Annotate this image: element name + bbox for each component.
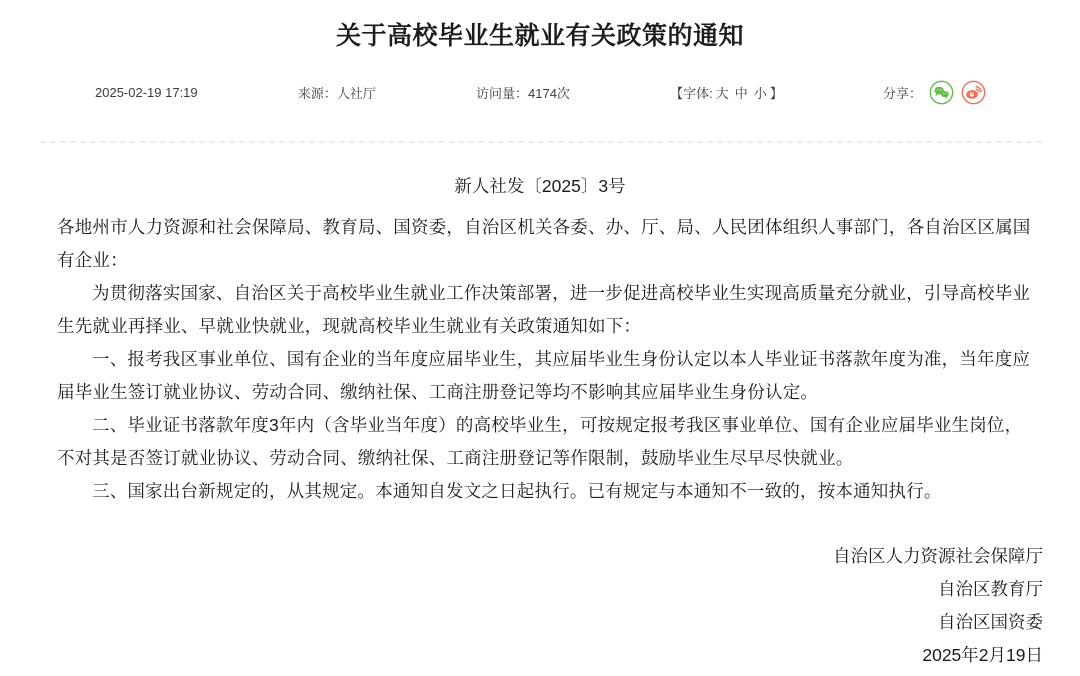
signature-date: 2025年2月19日 — [922, 645, 1043, 665]
font-size-small-link[interactable]: 小 — [753, 86, 767, 101]
dashed-divider — [40, 141, 1042, 143]
signature-agency-2: 自治区教育厅 — [938, 579, 1043, 599]
paragraph-item-3: 三、国家出台新规定的，从其规定。本通知自发文之日起执行。已有规定与本通知不一致的，按本通知执行。 — [92, 481, 942, 501]
page-title: 关于高校毕业生就业有关政策的通知 — [335, 22, 744, 50]
paragraph-intro: 为贯彻落实国家、自治区关于高校毕业生就业工作决策部署，进一步促进高校毕业生实现高质量充分就业，引导高校毕业生先就业再择业、早就业快就业，现就高校毕业生就业有关政策通知如下： — [57, 283, 1031, 336]
signature-agency-3: 自治区国资委 — [938, 612, 1043, 632]
visit-count: 访问量：4174次 — [476, 86, 570, 101]
font-size-control — [670, 83, 783, 102]
font-control-suffix: 】 — [769, 86, 783, 101]
weibo-share-icon[interactable] — [961, 80, 986, 105]
publish-datetime: 2025-02-19 17:19 — [95, 85, 198, 100]
font-size-medium-link[interactable]: 中 — [734, 86, 748, 101]
share-group — [883, 80, 986, 105]
signature-block — [0, 540, 1080, 672]
signature-agency-1: 自治区人力资源社会保障厅 — [833, 546, 1043, 566]
source-label: 来源：人社厅 — [297, 86, 376, 101]
font-size-large-link[interactable]: 大 — [715, 86, 729, 101]
document-number: 新人社发〔2025〕3号 — [454, 176, 626, 196]
paragraph-item-1: 一、报考我区事业单位、国有企业的当年度应届毕业生，其应届毕业生身份认定以本人毕业证书落款年度为准，当年度应届毕业生签订就业协议、劳动合同、缴纳社保、工商注册登记等均不影响其应届毕业生身份认定。 — [57, 349, 1031, 402]
paragraph-salutation: 各地州市人力资源和社会保障局、教育局、国资委，自治区机关各委、办、厅、局、人民团体组织人事部门，各自治区区属国有企业： — [57, 217, 1031, 270]
paragraph-item-2: 二、毕业证书落款年度3年内（含毕业当年度）的高校毕业生，可按规定报考我区事业单位、国有企业应届毕业生岗位，不对其是否签订就业协议、劳动合同、缴纳社保、工商注册登记等作限制，鼓励毕业生尽早尽快就业。 — [57, 415, 1023, 468]
document-body — [0, 211, 1080, 508]
share-label: 分享： — [882, 86, 922, 101]
font-control-prefix: 【字体: — [670, 86, 713, 101]
meta-bar — [0, 80, 1080, 105]
wechat-share-icon[interactable] — [929, 80, 954, 105]
